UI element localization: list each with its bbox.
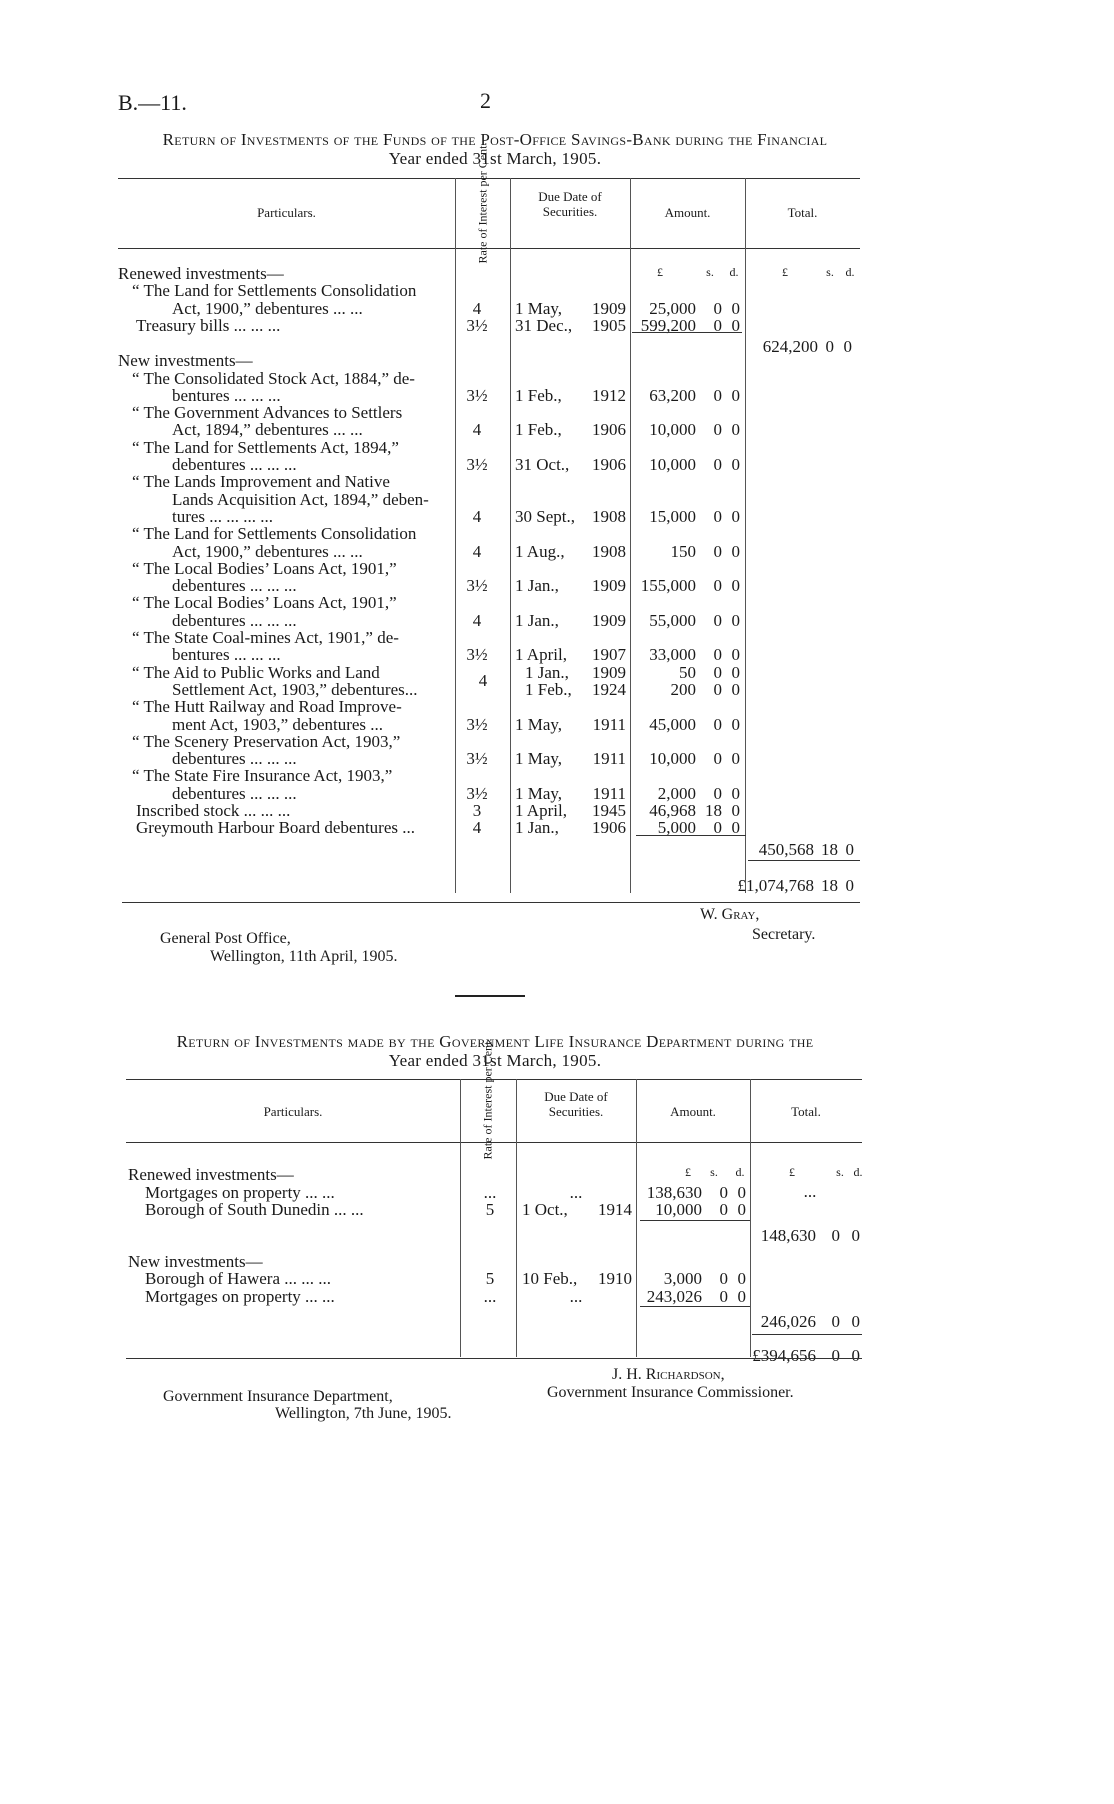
t1-new-row8-due-day-1: 1 Feb., [525,679,572,699]
t1-renewed-heading: Renewed investments— [118,264,284,283]
t1-new-row6-due-year: 1909 [592,610,626,630]
t1-new-row8-amt-1-pence: 0 [731,679,740,699]
t1-new-row12-due-day: 1 April, [515,801,567,820]
t1-new-row2-line0: “ The Land for Settlements Act, 1894,” [132,437,399,457]
t1-new-row3-amt-shillings: 0 [713,506,722,526]
t1-new-row9-rate: 3½ [466,714,488,734]
t1-new-row13-line0: Greymouth Harbour Board debentures ... [136,818,416,838]
t2-renewed-row0-due-day: ... [569,1182,583,1202]
t1-renewed-row0-amt-shillings: 0 [713,298,722,318]
t2-new-row0-label: Borough of Hawera ... ... ... [145,1269,332,1288]
t1-new-row13-rate: 4 [472,818,482,838]
t1-new-row11-line1: debentures ... ... ... [172,783,297,803]
t1-new-row2-line1: debentures ... ... ... [172,455,297,474]
t1-new-row3-rate: 4 [472,506,482,526]
t2-renewed-row1-amt-pence: 0 [737,1200,746,1219]
t1-new-row9-amt-pounds: 45,000 [649,714,696,734]
table1-signature-name: W. Gray, [700,906,760,923]
table1-vline-1 [455,178,456,893]
t2-renewed-row0-label: Mortgages on property ... ... [145,1182,335,1202]
t2-new-row0-rate: 5 [485,1269,495,1288]
t1-new-row10-line0: “ The Scenery Preservation Act, 1903,” [132,731,401,751]
t1-renewed-row1-due-day: 31 Dec., [515,315,573,335]
t2-new-total-s: 0 [831,1312,840,1331]
t1-new-row0-amt-shillings: 0 [713,385,722,405]
t1-new-row11-rate: 3½ [466,783,488,803]
t1-new-row2-amt-pence: 0 [731,455,740,474]
t1-new-row10-amt-pence: 0 [731,749,740,769]
t1-new-row8-amt-0-pence: 0 [731,662,740,682]
t1-new-row3-due-year: 1908 [592,506,626,526]
table1-header-amount: Amount. [664,205,711,220]
table2-header-total: Total. [791,1104,821,1119]
t1-new-row7-line1: bentures ... ... ... [172,645,281,665]
t1-new-row3-line2: tures ... ... ... ... [172,506,274,526]
t2-new-subrule [640,1306,750,1307]
t1-new-row1-due-day: 1 Feb., [515,420,562,440]
t2-renewed-subrule [640,1220,750,1221]
t1-renewed-row1-due-year: 1905 [592,315,626,335]
t2-new-row0-due-year: 1910 [598,1269,632,1288]
t1-new-row5-line0: “ The Local Bodies’ Loans Act, 1901,” [132,558,397,578]
t1-total-subrule [748,860,860,861]
t1-new-row10-line1: debentures ... ... ... [172,749,297,769]
t2-renewed-total-d: 0 [851,1225,860,1245]
table1-header-rate: Rate of Interest per Cent. [475,142,490,264]
t1-renewed-row1-amt-pounds: 599,200 [640,315,696,335]
table1-header-particulars: Particulars. [257,205,316,220]
t1-new-row8-amt-0-pounds: 50 [679,662,696,682]
t1-unit-s: s. [706,265,714,279]
t2-new-row0-amt-pounds: 3,000 [663,1269,702,1288]
t1-new-row10-amt-shillings: 0 [713,749,722,769]
t1-new-row7-line0: “ The State Coal-mines Act, 1901,” de- [132,628,399,647]
t2-new-row1-amt-shillings: 0 [719,1286,728,1306]
table2-place-line2: Wellington, 7th June, 1905. [275,1405,452,1422]
t1-new-row4-due-year: 1908 [592,541,626,561]
t1-new-row8-due-year-1: 1924 [592,679,626,699]
t1-grand-total-s: 18 [821,875,838,895]
t1-total-unit-pound: £ [782,265,788,279]
t1-grand-total-pounds: £1,074,768 [737,875,814,895]
t1-new-row11-amt-pounds: 2,000 [657,783,696,803]
t1-new-row10-due-year: 1911 [592,749,626,769]
t1-new-row12-line0: Inscribed stock ... ... ... [136,801,291,820]
t1-new-row13-amt-pence: 0 [731,818,740,838]
t2-grand-total-pounds: £394,656 [752,1346,816,1365]
t1-new-total-pounds: 450,568 [758,839,814,859]
t1-new-row7-amt-pounds: 33,000 [649,645,696,665]
t2-renewed-row1-amt-pounds: 10,000 [655,1200,702,1219]
t2-renewed-row1-amt-shillings: 0 [719,1200,728,1219]
t2-renewed-row1-rate: 5 [485,1200,495,1219]
table1-signature-title: Secretary. [752,926,816,943]
table1-place-line1: General Post Office, [160,930,291,947]
t1-new-subrule [636,835,746,836]
t1-new-row4-rate: 4 [472,541,482,561]
t1-new-row1-rate: 4 [472,420,482,440]
t1-renewed-row0-amt-pounds: 25,000 [649,298,696,318]
table2-header-particulars: Particulars. [263,1104,323,1119]
t1-new-row13-amt-shillings: 0 [713,818,722,838]
t1-new-row3-amt-pounds: 15,000 [649,506,696,526]
t1-new-row4-amt-pounds: 150 [670,541,696,561]
t1-new-row12-amt-shillings: 18 [705,801,722,820]
table2-header-due: Due Date of Securities. [544,1089,608,1119]
t2-new-row1-label: Mortgages on property ... ... [145,1286,335,1306]
t1-new-row9-line0: “ The Hutt Railway and Road Improve- [132,697,402,717]
t1-new-row8-due-year-0: 1909 [592,662,626,682]
t1-new-row7-due-year: 1907 [592,645,626,665]
t1-new-row10-amt-pounds: 10,000 [649,749,696,769]
t2-total-unit-s: s. [836,1165,844,1179]
t1-new-row7-amt-shillings: 0 [713,645,722,665]
t1-new-row10-rate: 3½ [466,749,488,769]
t2-grand-total-s: 0 [831,1346,840,1365]
t1-renewed-total-pounds: 624,200 [762,337,818,357]
t2-total-unit-d: d. [853,1165,863,1179]
t2-total-subrule [752,1334,862,1335]
t2-new-total-d: 0 [851,1312,860,1331]
table2-title-line2: Year ended 31st March, 1905. [388,1051,602,1070]
t1-new-row2-due-year: 1906 [592,455,626,474]
table2-place-line1: Government Insurance Department, [163,1388,393,1405]
t2-renewed-row0-amt-shillings: 0 [719,1182,728,1202]
t2-renewed-total-pounds: 148,630 [760,1225,816,1245]
t1-new-row0-due-day: 1 Feb., [515,385,562,405]
t1-new-row5-due-day: 1 Jan., [515,576,559,596]
t1-new-row0-rate: 3½ [466,385,488,405]
t1-new-row7-amt-pence: 0 [731,645,740,665]
t2-unit-d: d. [735,1165,745,1179]
t1-new-row3-amt-pence: 0 [731,506,740,526]
t1-new-row4-amt-pence: 0 [731,541,740,561]
t1-new-row9-due-day: 1 May, [515,714,563,734]
t1-new-row6-amt-shillings: 0 [713,610,722,630]
table1-place-line2: Wellington, 11th April, 1905. [210,948,398,965]
t1-renewed-subrule [632,332,742,333]
t1-new-row6-amt-pence: 0 [731,610,740,630]
t1-renewed-row0-line0: “ The Land for Settlements Consolidation [132,281,417,301]
t1-new-row1-amt-pence: 0 [731,420,740,440]
t1-new-row6-due-day: 1 Jan., [515,610,559,630]
t1-new-row11-line0: “ The State Fire Insurance Act, 1903,” [132,766,393,786]
t1-renewed-row0-line1: Act, 1900,” debentures ... ... [172,298,363,318]
t1-new-row3-due-day: 30 Sept., [515,506,575,526]
t1-new-row5-amt-pence: 0 [731,576,740,596]
t1-new-row1-line1: Act, 1894,” debentures ... ... [172,420,363,440]
table2-vline-1 [460,1079,461,1357]
t1-renewed-row0-due-day: 1 May, [515,298,563,318]
table1-vline-4 [745,178,746,893]
t1-renewed-row1-line0: Treasury bills ... ... ... [136,315,281,335]
t1-new-row6-amt-pounds: 55,000 [649,610,696,630]
t1-new-total-s: 18 [821,839,838,859]
t1-new-row11-due-year: 1911 [592,783,626,803]
t1-renewed-row1-amt-pence: 0 [731,315,740,335]
table2-vline-2 [516,1079,517,1357]
t2-new-row0-amt-shillings: 0 [719,1269,728,1288]
t2-renewed-total-s: 0 [831,1225,840,1245]
table1-title-line2: Year ended 31st March, 1905. [388,149,602,168]
t2-new-row0-due-day: 10 Feb., [522,1269,578,1288]
t1-total-unit-d: d. [845,265,855,279]
t1-new-row13-due-year: 1906 [592,818,626,838]
table2-header-amount: Amount. [670,1104,716,1119]
t2-renewed-row0-amt-pence: 0 [737,1182,746,1202]
t1-new-row2-rate: 3½ [466,455,488,474]
table2-bottom-rule [126,1358,862,1359]
t1-new-row0-due-year: 1912 [592,385,626,405]
t1-new-row4-line1: Act, 1900,” debentures ... ... [172,541,363,561]
table2-signature-name: J. H. Richardson, [612,1366,725,1383]
t1-new-row3-line0: “ The Lands Improvement and Native [132,472,390,492]
t1-renewed-row0-rate: 4 [472,298,482,318]
t1-new-row1-amt-pounds: 10,000 [649,420,696,440]
t1-new-row11-due-day: 1 May, [515,783,563,803]
t1-new-row6-line0: “ The Local Bodies’ Loans Act, 1901,” [132,593,397,613]
t1-new-row1-due-year: 1906 [592,420,626,440]
t2-new-row0-amt-pence: 0 [737,1269,746,1288]
section-separator [455,995,525,997]
t1-new-row9-amt-pence: 0 [731,714,740,734]
t1-new-row12-amt-pence: 0 [731,801,740,820]
t1-new-row11-amt-pence: 0 [731,783,740,803]
t1-unit-d: d. [729,265,739,279]
t1-new-row1-amt-shillings: 0 [713,420,722,440]
t1-new-row12-due-year: 1945 [592,801,626,820]
t1-new-row5-rate: 3½ [466,576,488,596]
table2-header-rate: Rate of Interest per Cent. [480,1038,495,1160]
t1-new-row5-amt-pounds: 155,000 [640,576,696,596]
page-number: 2 [480,88,491,113]
t1-renewed-row1-amt-shillings: 0 [713,315,722,335]
t1-new-row3-line1: Lands Acquisition Act, 1894,” deben- [172,489,429,509]
t2-new-row1-rate: ... [483,1286,497,1306]
t1-new-row8-amt-1-pounds: 200 [670,679,696,699]
table2-signature-title: Government Insurance Commissioner. [547,1384,794,1401]
t1-new-row9-amt-shillings: 0 [713,714,722,734]
t1-renewed-row1-rate: 3½ [466,315,488,335]
t1-new-row0-line1: bentures ... ... ... [172,385,281,405]
t2-new-heading: New investments— [128,1251,263,1271]
table1-title-line1: Return of Investments of the Funds of the Post-Office Savings-Bank during the Financial [162,130,828,149]
t1-new-row9-due-year: 1911 [592,714,626,734]
t1-new-row8-amt-1-shillings: 0 [713,679,722,699]
t1-new-row7-rate: 3½ [466,645,488,665]
t1-total-unit-s: s. [826,265,834,279]
t1-grand-total-d: 0 [845,875,854,895]
t1-new-row0-amt-pence: 0 [731,385,740,405]
t1-new-heading: New investments— [118,351,253,371]
t1-new-row13-amt-pounds: 5,000 [657,818,696,838]
table1-header-due: Due Date of Securities. [538,189,602,219]
t1-new-row8-line0: “ The Aid to Public Works and Land [132,662,380,682]
t1-new-row8-line1: Settlement Act, 1903,” debentures... [172,679,418,699]
t1-new-row9-line1: ment Act, 1903,” debentures ... [172,714,384,734]
t1-new-row4-line0: “ The Land for Settlements Consolidation [132,524,417,544]
t1-new-row13-due-day: 1 Jan., [515,818,559,838]
t1-new-row12-rate: 3 [472,801,482,820]
t2-renewed-row0-amt-pounds: 138,630 [646,1182,702,1202]
t1-new-row4-amt-shillings: 0 [713,541,722,561]
t1-new-row0-amt-pounds: 63,200 [649,385,696,405]
t1-new-row7-due-day: 1 April, [515,645,567,665]
table1-header-total: Total. [787,205,818,220]
t1-renewed-total-d: 0 [843,337,852,357]
table1-bottom-rule [122,902,860,903]
t2-renewed-row1-due-year: 1914 [598,1200,632,1219]
t2-unit-s: s. [710,1165,718,1179]
t1-renewed-row0-amt-pence: 0 [731,298,740,318]
t1-new-row2-amt-shillings: 0 [713,455,722,474]
t2-new-total-pounds: 246,026 [760,1312,816,1331]
t1-new-row6-line1: debentures ... ... ... [172,610,297,630]
t1-new-row1-line0: “ The Government Advances to Settlers [132,403,403,423]
t2-unit-pound: £ [685,1165,691,1179]
t1-renewed-row0-due-year: 1909 [592,298,626,318]
table1-vline-2 [510,178,511,893]
t1-new-row12-amt-pounds: 46,968 [649,801,696,820]
t1-new-row4-due-day: 1 Aug., [515,541,565,561]
t1-renewed-total-s: 0 [825,337,834,357]
t2-grand-total-d: 0 [851,1346,860,1365]
t2-renewed-heading: Renewed investments— [128,1165,294,1184]
t1-new-row10-due-day: 1 May, [515,749,563,769]
t1-new-row2-due-day: 31 Oct., [515,455,570,474]
t1-new-row8-amt-0-shillings: 0 [713,662,722,682]
t2-new-row1-due-day: ... [569,1286,583,1306]
t1-new-row5-due-year: 1909 [592,576,626,596]
t1-new-row6-rate: 4 [472,610,482,630]
t1-new-row5-amt-shillings: 0 [713,576,722,596]
t1-unit-pound: £ [657,265,663,279]
t2-renewed-row1-due-day: 1 Oct., [522,1200,568,1219]
t2-renewed-total-placeholder: ... [803,1182,817,1201]
table2-title-line1: Return of Investments made by the Government Life Insurance Department during the [176,1032,814,1051]
page-ref: B.—11. [118,90,187,115]
t2-renewed-row0-rate: ... [483,1182,497,1202]
t2-renewed-row1-label: Borough of South Dunedin ... ... [145,1200,364,1219]
t2-total-unit-pound: £ [789,1165,795,1179]
t1-new-row0-line0: “ The Consolidated Stock Act, 1884,” de- [132,368,415,388]
t1-new-row11-amt-shillings: 0 [713,783,722,803]
t1-new-total-d: 0 [845,839,854,859]
t2-new-row1-amt-pounds: 243,026 [646,1286,702,1306]
t2-new-row1-amt-pence: 0 [737,1286,746,1306]
t1-new-row8-due-day-0: 1 Jan., [525,662,569,682]
t1-new-row5-line1: debentures ... ... ... [172,576,297,596]
t1-new-row8-rate: 4 [478,671,488,691]
t1-new-row2-amt-pounds: 10,000 [649,455,696,474]
